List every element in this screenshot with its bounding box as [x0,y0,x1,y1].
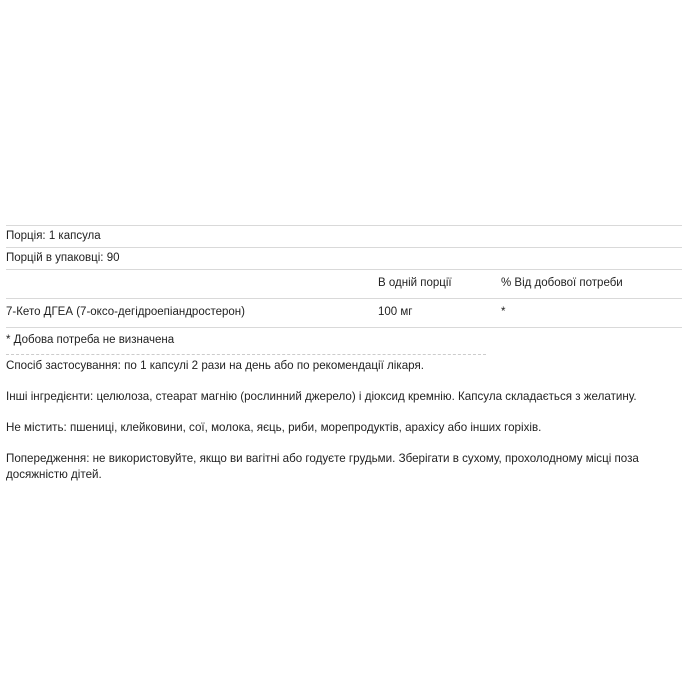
table-header-row [6,270,682,298]
allergen-statement-text: Не містить: пшениці, клейковини, сої, молока, яєць, риби, морепродуктів, арахісу або інших горіхів. [6,421,542,434]
other-ingredients-text: Інші інгредієнти: целюлоза, стеарат магнію (рослинний джерело) і діоксид кремнію. Капсула складається з желатину. [6,390,637,403]
label-details [6,358,682,483]
nutrient-amount: 100 мг [378,306,413,318]
table-row [6,299,682,327]
warning-text: Попередження: не використовуйте, якщо ви вагітні або годуєте грудьми. Зберігати в сухому, прохолодному місці поза досяжністю дітей. [6,452,639,481]
directions-text: Спосіб застосування: по 1 капсулі 2 рази на день або по рекомендації лікаря. [6,359,424,372]
daily-value-footnote: * Добова потреба не визначена [6,334,175,346]
divider-bottom-dashed [6,354,486,355]
header-daily-value: % Від добової потреби [501,277,623,289]
nutrient-daily-value: * [501,306,506,318]
serving-size: Порція: 1 капсула [6,230,101,242]
header-nutrient [6,270,378,283]
supplement-facts-panel [0,225,688,355]
nutrient-name: 7-Кето ДГЕА (7-оксо-дегідроепіандростерон) [6,306,245,318]
servings-per-container: Порцій в упаковці: 90 [6,252,120,264]
supplement-facts-table [6,225,682,355]
header-amount-per-serving: В одній порції [378,277,452,289]
